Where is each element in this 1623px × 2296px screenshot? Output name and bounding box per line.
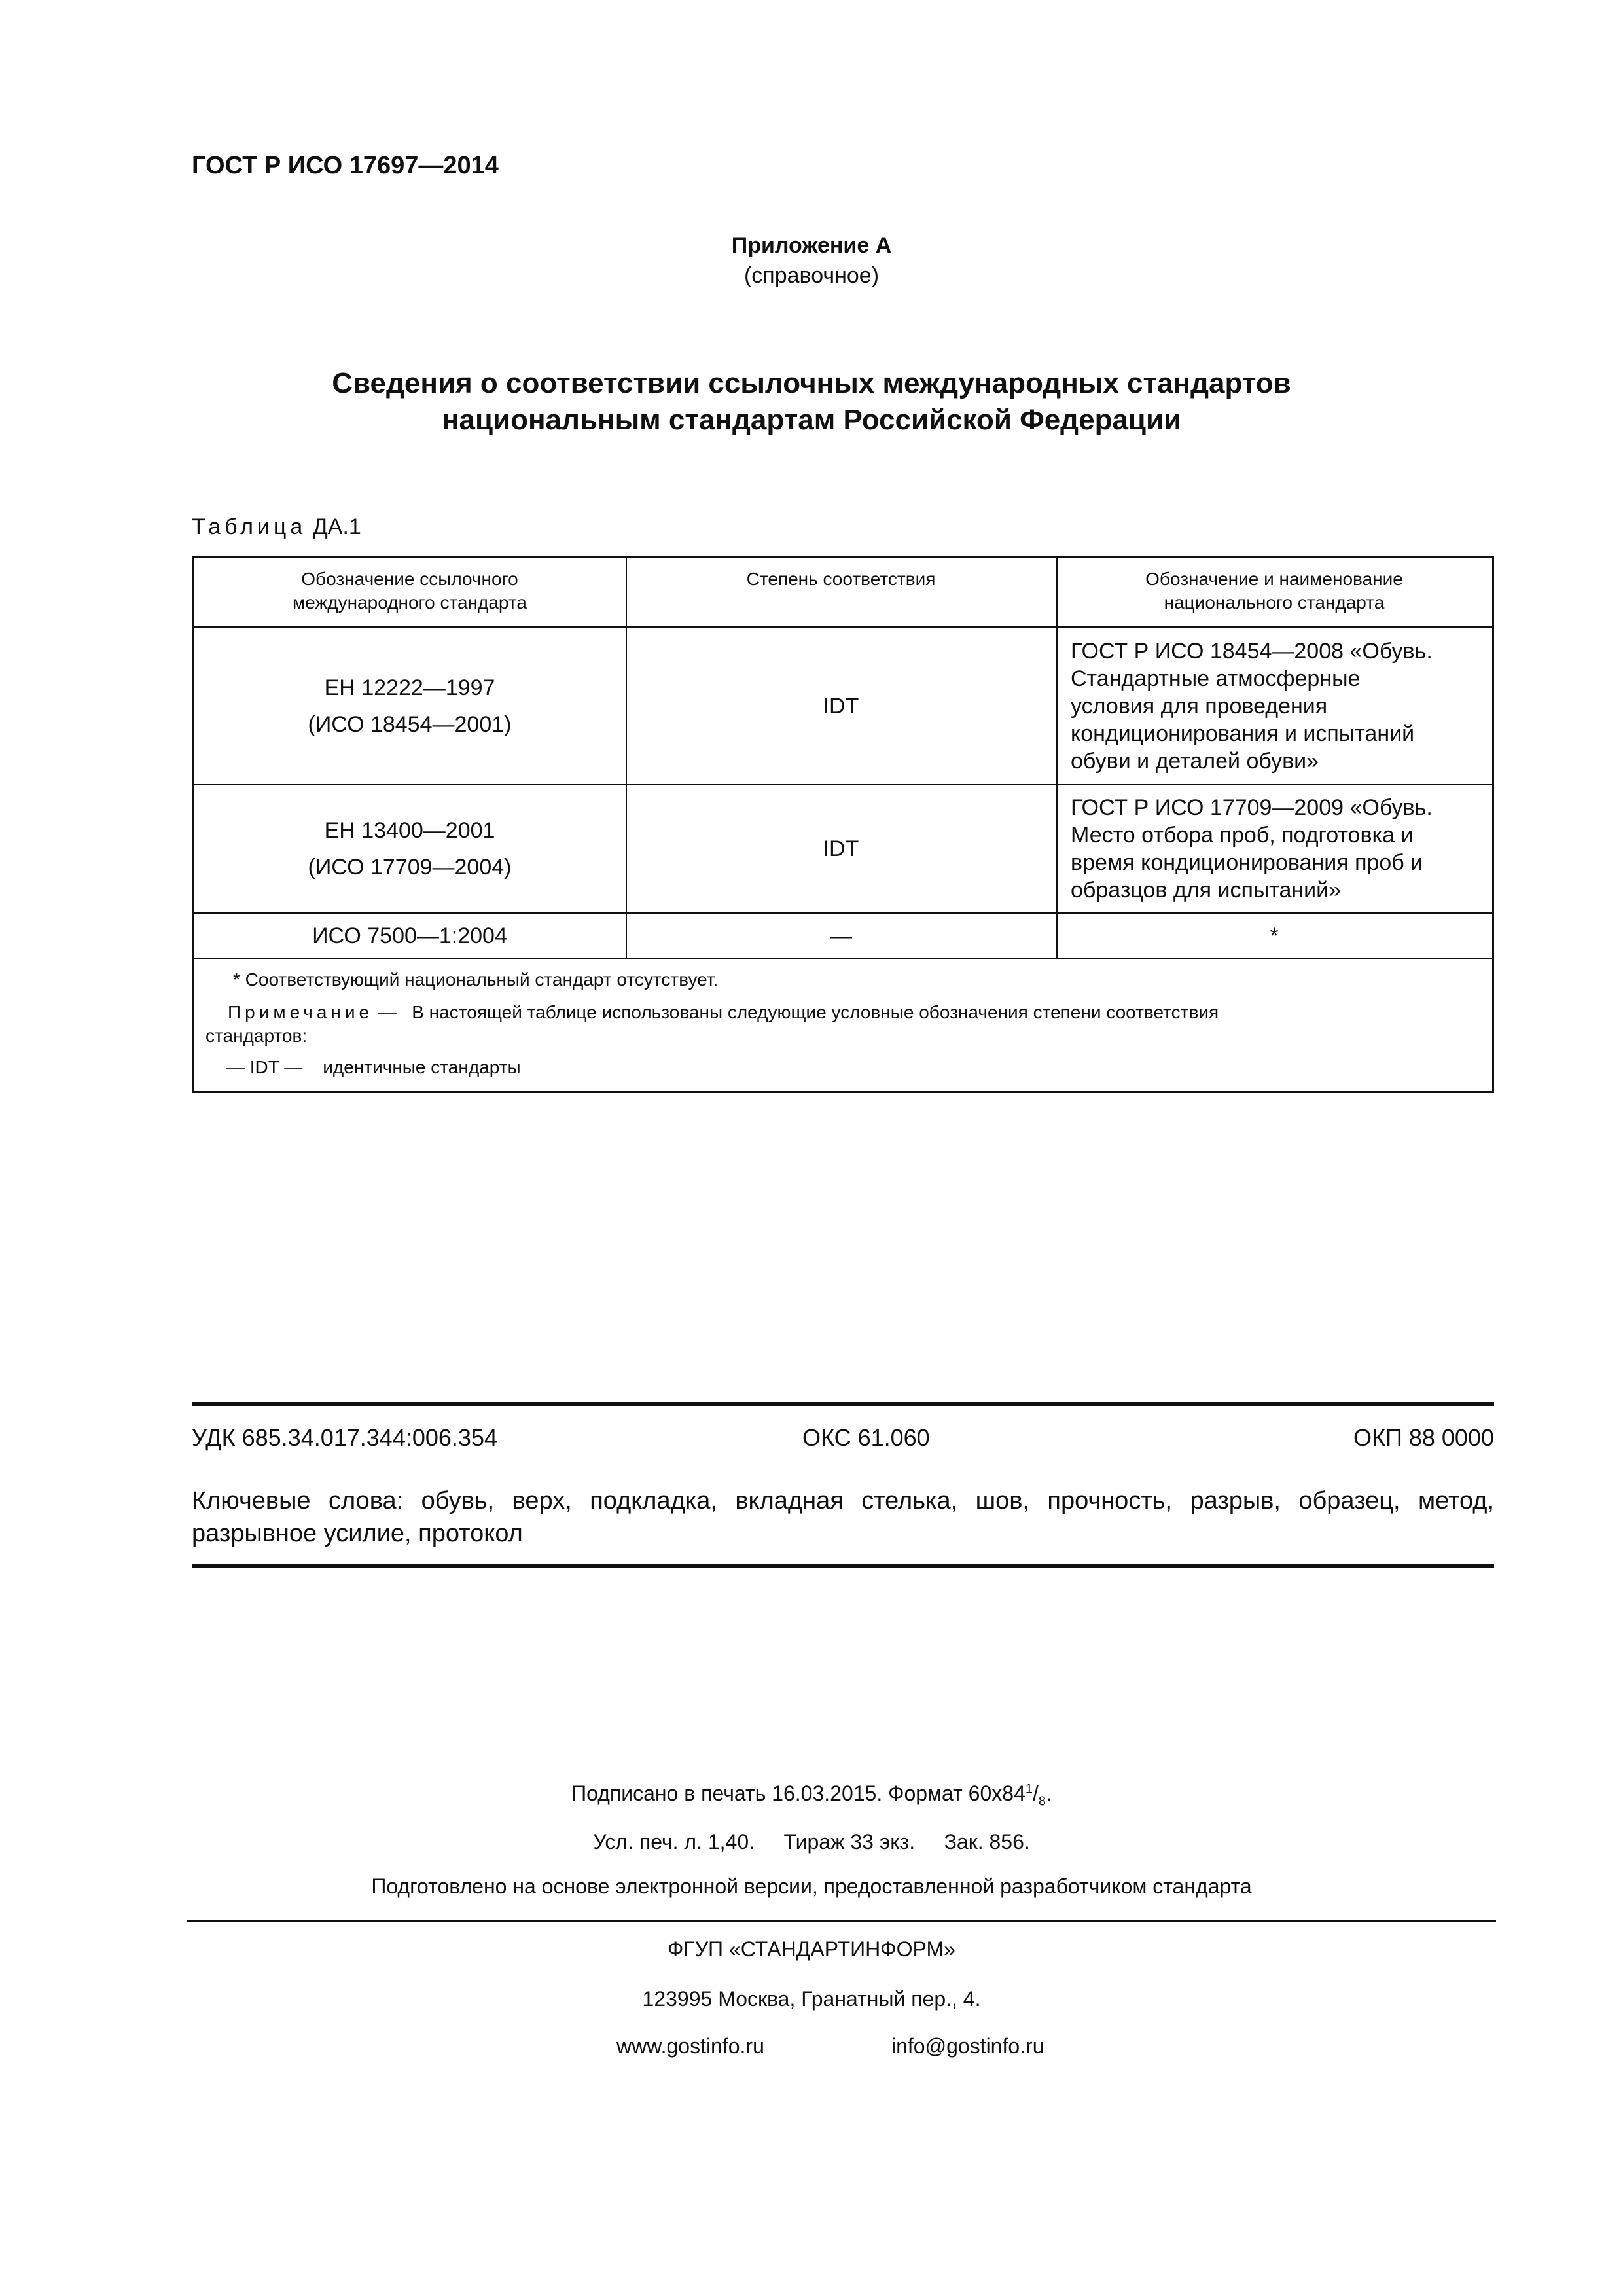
row-divider-3 [194,958,1492,959]
row-1-national-line-1: ГОСТ Р ИСО 18454—2008 «Обувь. [1071,639,1433,664]
column-header-national-line-1: Обозначение и наименование [1145,569,1403,589]
classification-top-rule [192,1402,1494,1406]
appendix-subtitle: (справочное) [743,263,880,288]
keywords-text: обувь, верх, подкладка, вкладная стелька, шов, прочность, разрыв, образец, метод, [421,1487,1494,1515]
row-1-national-line-2: Стандартные атмосферные [1071,666,1361,691]
table-caption-number: ДА.1 [306,514,361,539]
keywords-label: Ключевые слова: [192,1487,404,1515]
row-2-national-line-4: образцов для испытаний» [1071,878,1342,903]
table-footnote: * Соответствующий национальный стандарт отсутствует. [233,969,719,990]
order-number: Зак. 856. [944,1830,1030,1854]
table-legend-text: идентичные стандарты [323,1057,521,1077]
circulation: Тираж 33 экз. [783,1830,916,1854]
row-2-international-line-2: (ИСО 17709—2004) [308,855,512,880]
column-header-international-line-2: международного стандарта [293,592,527,613]
table-note-continuation: стандартов: [205,1026,308,1046]
publisher-address: 123995 Москва, Гранатный пер., 4. [642,1987,981,2011]
table-note [228,1001,1471,1024]
main-title [0,365,1623,439]
row-2-national [1056,785,1492,912]
print-sheets: Усл. печ. л. 1,40. [593,1830,755,1854]
signed-for-print-text: Подписано в печать 16.03.2015. Формат 60х84 [571,1782,1026,1805]
document-code: ГОСТ Р ИСО 17697—2014 [192,152,499,179]
row-3-international: ИСО 7500—1:2004 [312,923,507,948]
row-2-national-line-2: Место отбора проб, подготовка и [1071,823,1414,848]
row-3-degree: — [830,923,852,948]
table-legend [226,1056,521,1079]
column-header-international-line-1: Обозначение ссылочного [301,569,518,589]
keywords [192,1484,1494,1550]
column-header-international [194,558,626,626]
column-header-national-line-2: национального стандарта [1164,592,1385,613]
prepared-note: Подготовлено на основе электронной версии, предоставленной разработчиком стандарта [371,1874,1252,1898]
row-1-national [1056,628,1492,784]
format-denominator: 8 [1038,1794,1046,1809]
row-3-national: * [1270,923,1279,948]
main-title-line-2: национальным стандартам Российской Федерации [441,404,1182,436]
row-2-international [194,785,626,912]
correspondence-table [192,556,1494,1093]
table-caption [192,514,361,540]
row-1-international [194,628,626,784]
signed-for-print-period: . [1046,1782,1052,1805]
website-link[interactable]: www.gostinfo.ru [616,2034,764,2058]
row-2-national-line-3: время кондиционирования проб и [1071,850,1423,875]
publisher-name: ФГУП «СТАНДАРТИНФОРМ» [668,1937,955,1961]
signed-for-print: Подписано в печать 16.03.2015. Формат $60х84^1/_8$. [571,1782,1052,1809]
table-note-text: В настоящей таблице использованы следующие условные обозначения степени соответствия [412,1002,1219,1022]
appendix-title: Приложение А [731,233,892,258]
table-caption-word: Таблица [192,514,307,539]
table-note-dash: — [373,1002,402,1022]
format-numerator: 1 [1025,1782,1033,1797]
column-header-degree [626,558,1056,626]
table-legend-code: — IDT — [226,1057,303,1077]
column-header-degree-line-1: Степень соответствия [746,569,936,589]
oks-code: ОКС 61.060 [802,1424,930,1451]
row-2-degree: IDT [823,836,859,861]
okp-code: ОКП 88 0000 [1353,1424,1494,1451]
row-2-national-line-1: ГОСТ Р ИСО 17709—2009 «Обувь. [1071,795,1433,820]
row-1-degree: IDT [823,694,859,719]
row-1-national-line-4: кондиционирования и испытаний [1071,721,1415,746]
keywords-line-2: разрывное усилие, протокол [192,1520,523,1547]
column-header-national [1056,558,1492,626]
publisher-rule [187,1920,1496,1922]
table-note-label: Примечание [228,1002,374,1022]
row-1-international-line-2: (ИСО 18454—2001) [308,712,512,737]
row-1-international-line-1: ЕН 12222—1997 [324,675,495,700]
keywords-line-1 [192,1484,1494,1517]
classification-bottom-rule [192,1564,1494,1568]
print-details [0,1830,1623,1854]
row-2-international-line-1: ЕН 13400—2001 [324,818,495,843]
row-1-national-line-5: обуви и деталей обуви» [1071,749,1319,774]
udk-code: УДК 685.34.017.344:006.354 [192,1424,497,1451]
email-link[interactable]: info@gostinfo.ru [891,2034,1044,2058]
main-title-line-1: Сведения о соответствии ссылочных международных стандартов [332,367,1291,399]
row-1-national-line-3: условия для проведения [1071,694,1328,719]
